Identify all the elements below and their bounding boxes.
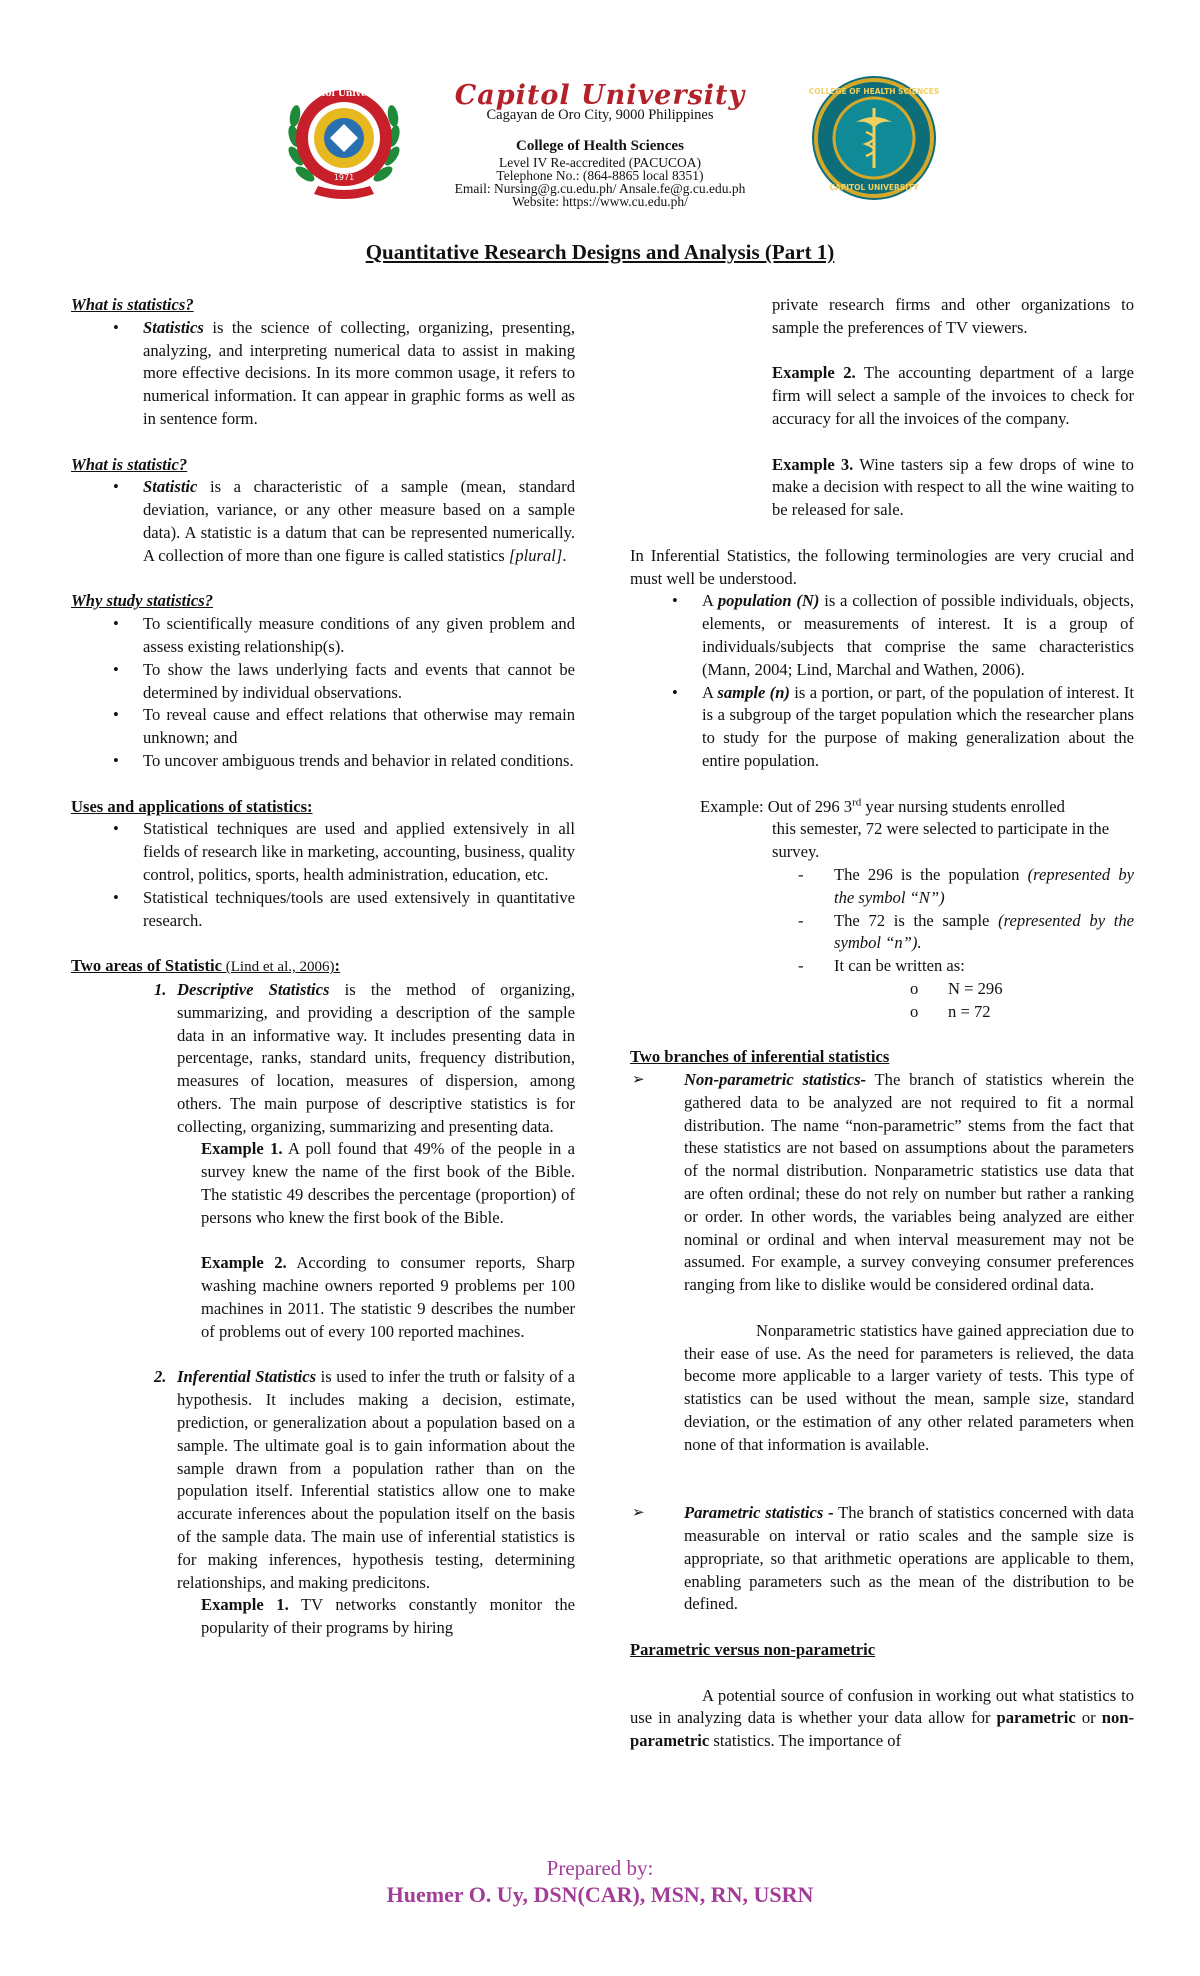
heading-parametric-vs-nonparametric: Parametric versus non-parametric: [630, 1640, 876, 1660]
dash-item: [630, 910, 1134, 956]
college-health-sciences-seal: [808, 72, 940, 204]
example-text: According to consumer reports, Sharp washing machine owners reported 9 problems per 100 machines in 2011. The statistic 9 describes the number of problems out of every 100 reported machines.: [201, 1253, 575, 1341]
item-number: 2.: [154, 1367, 167, 1387]
term-statistic: Statistic: [143, 477, 198, 497]
term-descriptive: Descriptive Statistics: [177, 979, 330, 999]
list-item: • To reveal cause and effect relations that otherwise may remain unknown; and: [71, 704, 575, 750]
dash-text: The 296 is the population: [834, 864, 1028, 884]
item-inferential: [71, 1366, 575, 1594]
heading-two-branches: Two branches of inferential statistics: [630, 1047, 890, 1067]
dash-marker: -: [798, 864, 804, 884]
nonparametric-para2: Nonparametric statistics have gained appreciation due to their ease of use. As the need for parameters is relieved, the data become more applicable to a larger variety of tests. This type of statistics can be used without the mean, sample size, standard deviation, or the estimation of any other related parameters when none of that information is available.: [684, 1320, 1134, 1454]
list-item: [630, 1502, 1134, 1616]
list-item: • To uncover ambiguous trends and behavior in related conditions.: [71, 750, 575, 773]
dash-text: The 72 is the sample: [834, 910, 999, 930]
example-text: The accounting department of a large firm will select a sample of the invoices to check for accuracy for all the invoices of the company.: [772, 363, 1134, 428]
example-inferential-2: [630, 362, 1134, 430]
accreditation: Level IV Re-accredited (PACUCOA): [498, 155, 702, 170]
list-branches-2: [630, 1502, 1134, 1616]
formula: n = 72: [948, 1001, 991, 1021]
dash-marker: -: [798, 956, 804, 976]
sample-text: is a portion, or part, of the population of interest. It is a subgroup of the target population which the researcher plans to study for the purpose of making generalization about the entire population.: [702, 682, 1134, 770]
right-column: [630, 294, 1134, 1753]
example-continued: private research firms and other organizations to sample the preferences of TV viewers.: [772, 295, 1134, 337]
example-population: [630, 796, 1134, 819]
list-item: • Statistical techniques are used and applied extensively in all fields of research like in marketing, accounting, business, quality control, politics, sports, health administration, education, etc.: [71, 818, 575, 886]
list-statistics-def: [71, 317, 575, 431]
article: A: [702, 591, 718, 611]
list-terminologies: [630, 590, 1134, 772]
term-statistics: Statistics: [143, 317, 204, 337]
list-item: [630, 590, 1134, 681]
nonparametric-text: The branch of statistics wherein the gathered data to be analyzed are not required to fit a normal distribution. The name “non-parametric” stems from the fact that these statistics are not based on assumptions about the parameters of the normal distribution. Nonparametric statistics use data that are often ordinal; these do not rely on number but rather a ranking or order. In other words, the variables being analyzed are either nominal or ordinal and when interval measurement may not be assumed. For example, a survey conveying consumer preferences ranging from like to dislike would be considered ordinal data.: [684, 1070, 1134, 1295]
example-rest: year nursing students enrolled: [861, 796, 1065, 816]
dash-marker: -: [798, 910, 804, 930]
example-population-cont: this semester, 72 were selected to participate in the survey.: [772, 819, 1110, 862]
or-text: or: [1075, 1708, 1102, 1728]
heading-uses: Uses and applications of statistics:: [71, 796, 313, 816]
parametric-vs-text: [630, 1685, 1134, 1753]
example-text: Wine tasters sip a few drops of wine to make a decision with respect to all the wine waiting to be released for sale.: [772, 454, 1134, 520]
list-item: • Statistical techniques/tools are used extensively in quantitative research.: [71, 887, 575, 933]
two-areas-label: Two areas of Statistic: [71, 956, 223, 976]
telephone: Telephone No.: (864-8865 local 8351): [496, 168, 704, 183]
statistics-def-text: is the science of collecting, organizing, presenting, analyzing, and interpreting numerical data to assist in making more effective decisions. In its more common usage, it refers to numerical information. It can appear in graphic forms as well as in sentence form.: [143, 317, 575, 428]
email: Email: Nursing@g.cu.edu.ph/ Ansale.fe@g.cu.edu.ph: [454, 181, 746, 196]
college-name: College of Health Sciences: [516, 138, 684, 154]
colon: :: [334, 956, 341, 976]
population-text: is a collection of possible individuals, objects, elements, or measurements of interest. It is a group of individuals/subjects that comprise the same characteristics (Mann, 2004; Lind, Marchal and Wathen, 2006).: [702, 591, 1134, 679]
plural-note: [plural]: [508, 545, 563, 565]
heading-what-is-statistic: What is statistic?: [71, 454, 188, 474]
item-number: 1.: [154, 979, 167, 999]
prepared-by: Prepared by:: [546, 1856, 654, 1880]
term-population: population (N): [717, 591, 820, 611]
dash-text: It can be written as:: [834, 956, 965, 976]
term-nonparametric: Non-parametric statistics-: [684, 1070, 867, 1090]
dash-italic: (represented by the symbol “n”).: [834, 910, 1134, 953]
item-descriptive: [71, 979, 575, 1139]
list-item: [71, 476, 575, 567]
circle-item: [630, 1001, 1134, 1024]
example-lead: Example: Out of 296 3: [700, 796, 853, 816]
seal-right-bottom: CAPITOL UNIVERSITY: [829, 183, 919, 192]
ordinal-sup: rd: [852, 796, 862, 808]
statistic-def-text: is a characteristic of a sample (mean, standard deviation, variance, or any other measure based on a sample data). A statistic is a datum that can be represented numerically. A collection of more than one figure is called statistics: [143, 477, 575, 565]
seal-left-year: 1971: [333, 173, 355, 182]
term-sample: sample (n): [717, 682, 790, 702]
list-item: [630, 682, 1134, 773]
article: A: [702, 682, 718, 702]
list-item: • To scientifically measure conditions of any given problem and assess existing relationship(s).: [71, 613, 575, 659]
university-name: Capitol University: [454, 80, 746, 111]
website: Website: https://www.cu.edu.ph/: [512, 194, 688, 209]
heading-why-study: Why study statistics?: [71, 591, 213, 611]
example-text: TV networks constantly monitor the popularity of their programs by hiring: [201, 1595, 575, 1638]
heading-two-areas: [71, 955, 575, 979]
document-title: Quantitative Research Designs and Analysis (Part 1): [365, 240, 835, 264]
list-item: • To show the laws underlying facts and events that cannot be determined by individual observations.: [71, 659, 575, 705]
list-branches: [630, 1069, 1134, 1297]
example-inferential-1: [71, 1594, 575, 1640]
term-nonparametric-bold: non-parametric: [630, 1708, 1134, 1751]
example-label: Example 1.: [201, 1595, 289, 1615]
list-statistic-def: [71, 476, 575, 567]
list-item: [630, 1069, 1134, 1297]
inferential-intro: In Inferential Statistics, the following terminologies are very crucial and must well be understood.: [630, 545, 1134, 588]
descriptive-text: is the method of organizing, summarizing, and providing a description of the sample data in an informative way. It includes presenting data in percentage, ranks, standard units, frequency distribution, measures of location, measures of dispersion, among others. The main purpose of descriptive statistics is for collecting, organizing, summarizing and presenting data.: [177, 979, 575, 1136]
example-descriptive-2: [71, 1252, 575, 1343]
example-label: Example 1.: [201, 1139, 283, 1159]
seal-left-text: Capitol University: [298, 89, 390, 99]
term-inferential: Inferential Statistics: [177, 1367, 317, 1387]
period: .: [562, 545, 567, 565]
pvn-text: A potential source of confusion in working out what statistics to use in analyzing data is whether your data allow for: [630, 1685, 1134, 1728]
seal-right-text: COLLEGE OF HEALTH SCIENCES: [808, 87, 940, 96]
two-areas-cite: (Lind et al., 2006): [222, 959, 335, 976]
heading-what-is-statistics: What is statistics?: [71, 295, 194, 314]
dash-italic: (represented by the symbol “N”): [834, 864, 1134, 907]
example-descriptive-1: [71, 1138, 575, 1229]
term-parametric-bold: parametric: [996, 1708, 1076, 1728]
circle-marker: o: [910, 1001, 919, 1021]
university-address: Cagayan de Oro City, 9000 Philippines: [486, 107, 714, 123]
circle-marker: o: [910, 978, 919, 998]
list-item: [71, 317, 575, 431]
formula: N = 296: [948, 978, 1003, 998]
dash-item: [630, 864, 1134, 910]
term-parametric: Parametric statistics -: [684, 1503, 834, 1523]
example-label: Example 2.: [201, 1253, 287, 1273]
left-column: [71, 294, 575, 1640]
list-uses: [71, 818, 575, 932]
circle-item: [630, 978, 1134, 1001]
parametric-text: The branch of statistics concerned with data measurable on interval or ratio scales and the sample size is appropriate, so that arithmetic operations are applicable to them, enabling parameters such as the mean of the distribution to be defined.: [684, 1503, 1134, 1614]
example-text: A poll found that 49% of the people in a survey knew the name of the first book of the Bible. The statistic 49 describes the percentage (proportion) of persons who knew the first book of the Bible.: [201, 1139, 575, 1227]
example-inferential-3: [630, 454, 1134, 522]
inferential-text: is used to infer the truth or falsity of a hypothesis. It includes making a decision, estimate, prediction, or generalization about a population based on a sample. The ultimate goal is to gain information about the sample drawn from a population rather than on the population itself. Inferential statistics allow one to make accurate inferences about the population itself on the basis of the sample data. The main use of inferential statistics is for making inferences, hypothesis testing, determining relationships, and making predicitons.: [177, 1367, 575, 1592]
example-label: Example 2.: [772, 363, 856, 383]
author: Huemer O. Uy, DSN(CAR), MSN, RN, USRN: [386, 1882, 814, 1907]
list-why-study: [71, 613, 575, 773]
dash-item: [630, 955, 1134, 978]
example-label: Example 3.: [772, 454, 854, 474]
pvn-end: statistics. The importance of: [709, 1731, 902, 1751]
